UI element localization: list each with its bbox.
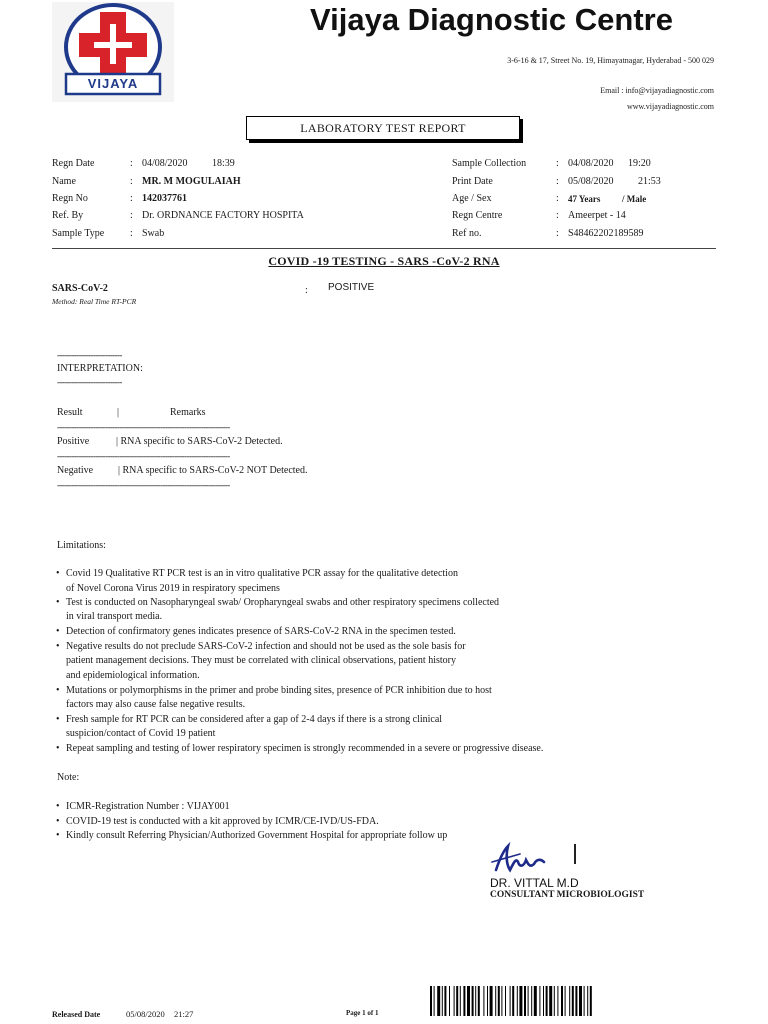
column-separator: | [117, 407, 120, 418]
centre-address: 3-6-16 & 17, Street No. 19, Himayatnagar, Hyderabad - 500 029 [507, 56, 714, 65]
regn-centre-value: Ameerpet - 14 [568, 210, 626, 221]
colon: : [305, 285, 308, 296]
sex-value: / Male [622, 194, 647, 204]
test-name: SARS-CoV-2 [52, 283, 108, 294]
limitation-line: Repeat sampling and testing of lower respiratory specimen is strongly recommended in a severe or progressive disease. [66, 743, 544, 754]
colon: : [556, 228, 559, 239]
bullet: • [56, 685, 60, 696]
signature-image [490, 840, 580, 878]
regn-no-label: Regn No [52, 193, 88, 204]
print-date-label: Print Date [452, 176, 493, 187]
note-item: COVID-19 test is conducted with a kit approved by ICMR/CE-IVD/US-FDA. [66, 816, 379, 827]
logo-text: VIJAYA [87, 76, 139, 91]
centre-name: Vijaya Diagnostic Centre [310, 2, 673, 37]
bullet: • [56, 641, 60, 652]
regn-time-value: 18:39 [212, 158, 235, 169]
limitation-line: of Novel Corona Virus 2019 in respiratory specimens [66, 583, 280, 594]
age-sex-label: Age / Sex [452, 193, 492, 204]
dash-line: --------------------------- [57, 350, 122, 360]
dash-line: --------------------------- [57, 377, 122, 387]
limitation-line: patient management decisions. They must be correlated with clinical observations, patient history [66, 655, 456, 666]
interp-row-result: Positive [57, 436, 90, 447]
bullet: • [56, 743, 60, 754]
sample-type-label: Sample Type [52, 228, 105, 239]
bullet: • [56, 714, 60, 725]
limitation-line: Fresh sample for RT PCR can be considered after a gap of 2-4 days if there is a strong clinical [66, 714, 443, 725]
divider [52, 248, 716, 249]
bullet: • [56, 801, 60, 812]
dash-line: ------------------------------------------------------------------------ [57, 480, 230, 490]
colon: : [130, 210, 133, 221]
limitation-line: Negative results do not preclude SARS-CoV-2 infection and should not be used as the sole basis for [66, 641, 466, 652]
sample-collection-label: Sample Collection [452, 158, 527, 169]
colon: : [556, 176, 559, 187]
sample-type-value: Swab [142, 228, 165, 239]
report-title-box [246, 116, 520, 140]
regn-date-label: Regn Date [52, 158, 95, 169]
limitations-title: Limitations: [57, 540, 106, 551]
test-heading: COVID -19 TESTING - SARS -CoV-2 RNA [268, 254, 500, 268]
page-number: Page 1 of 1 [346, 1009, 379, 1017]
ref-no-value: S48462202189589 [568, 228, 644, 239]
regn-date-value: 04/08/2020 [142, 158, 188, 169]
note-item: ICMR-Registration Number : VIJAY001 [66, 801, 230, 812]
colon: : [130, 176, 133, 187]
bullet: • [56, 626, 60, 637]
colon: : [130, 228, 133, 239]
colon: : [130, 193, 133, 204]
colon: : [556, 158, 559, 169]
remarks-column-header: Remarks [170, 407, 206, 418]
barcode [430, 986, 716, 1016]
dash-line: ------------------------------------------------------------------------ [57, 451, 230, 461]
bullet: • [56, 568, 60, 579]
patient-name: MR. M MOGULAIAH [142, 176, 241, 187]
colon: : [130, 158, 133, 169]
released-date-value: 05/08/2020 [126, 1009, 165, 1019]
interp-row-remark: | RNA specific to SARS-CoV-2 NOT Detected. [118, 465, 308, 476]
interp-row-remark: | RNA specific to SARS-CoV-2 Detected. [116, 436, 283, 447]
limitation-line: Mutations or polymorphisms in the primer and probe binding sites, presence of PCR inhibition due to host [66, 685, 492, 696]
regn-no-value: 142037761 [142, 193, 187, 204]
signatory-name: DR. VITTAL M.D [490, 876, 579, 890]
limitation-line: Test is conducted on Nasopharyngeal swab/ Oropharyngeal swabs and other respiratory specimens collected [66, 597, 500, 608]
limitation-line: in viral transport media. [66, 611, 163, 622]
ref-by-label: Ref. By [52, 210, 84, 221]
age-value: 47 Years [568, 194, 601, 204]
sample-collection-date: 04/08/2020 [568, 158, 614, 169]
limitation-line: Detection of confirmatory genes indicates presence of SARS-CoV-2 RNA in the specimen tested. [66, 626, 456, 637]
interp-row-result: Negative [57, 465, 94, 476]
ref-by-value: Dr. ORDNANCE FACTORY HOSPITA [142, 210, 304, 221]
print-date-value: 05/08/2020 [568, 176, 614, 187]
limitation-line: suspicion/contact of Covid 19 patient [66, 728, 216, 739]
colon: : [556, 210, 559, 221]
centre-email: Email : info@vijayadiagnostic.com [600, 86, 714, 95]
vijaya-logo [52, 2, 174, 102]
bullet: • [56, 816, 60, 827]
note-title: Note: [57, 772, 80, 783]
regn-centre-label: Regn Centre [452, 210, 503, 221]
dash-line: ------------------------------------------------------------------------ [57, 422, 230, 432]
bullet: • [56, 830, 60, 841]
name-label: Name [52, 176, 76, 187]
limitation-line: Covid 19 Qualitative RT PCR test is an in vitro qualitative PCR assay for the qualitative detection [66, 568, 458, 579]
test-result: POSITIVE [328, 282, 375, 293]
note-item: Kindly consult Referring Physician/Authorized Government Hospital for appropriate follow up [66, 830, 448, 841]
colon: : [556, 193, 559, 204]
limitation-line: and epidemiological information. [66, 670, 200, 681]
test-method: Method: Real Time RT-PCR [52, 297, 137, 306]
bullet: • [56, 597, 60, 608]
interpretation-title: INTERPRETATION: [57, 363, 143, 374]
released-date-label: Released Date [52, 1010, 101, 1019]
ref-no-label: Ref no. [452, 228, 482, 239]
limitation-line: factors may also cause false negative results. [66, 699, 246, 710]
released-time-value: 21:27 [174, 1009, 194, 1019]
print-time-value: 21:53 [638, 176, 661, 187]
signatory-title: CONSULTANT MICROBIOLOGIST [490, 890, 645, 900]
centre-website: www.vijayadiagnostic.com [626, 102, 714, 111]
report-title: LABORATORY TEST REPORT [300, 121, 466, 135]
sample-collection-time: 19:20 [628, 158, 651, 169]
result-column-header: Result [57, 407, 83, 418]
